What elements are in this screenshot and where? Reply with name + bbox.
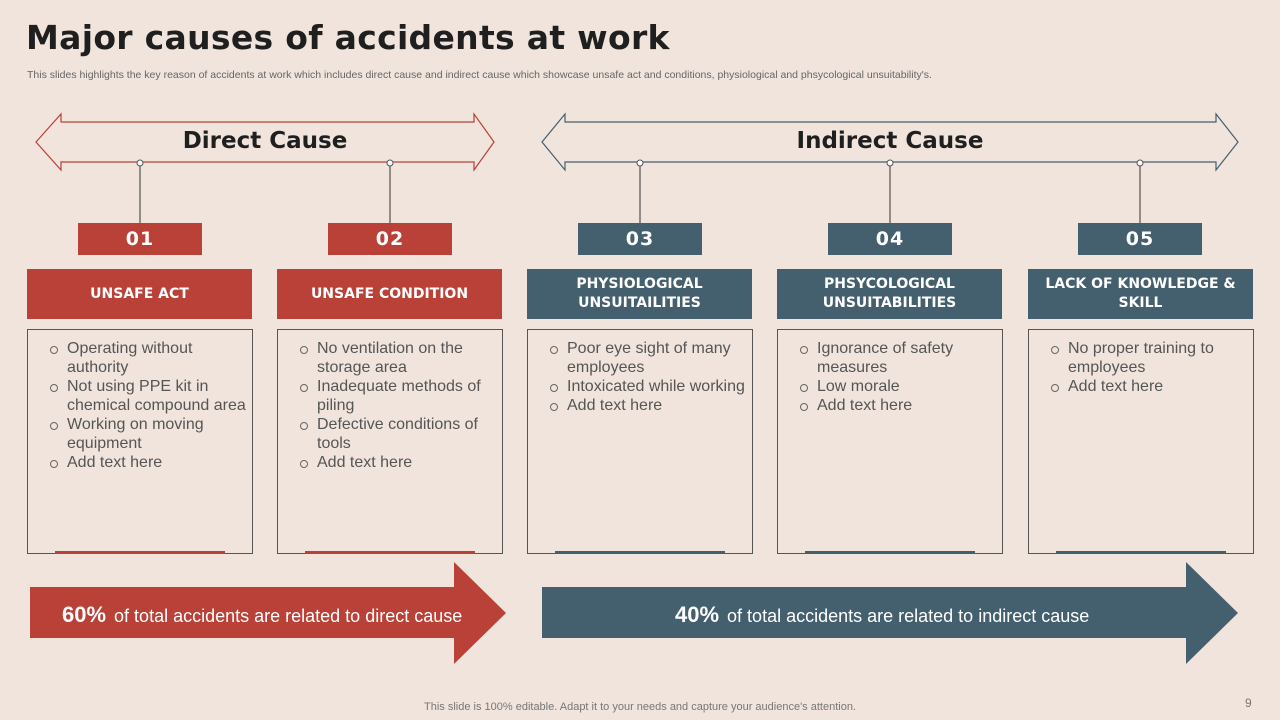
indirect-banner-text: of total accidents are related to indirect cause <box>727 606 1090 626</box>
page-subtitle: This slides highlights the key reason of accidents at work which includes direct cause and indirect cause which showcase unsafe act and conditions, physiological and phsycological unsuitability's. <box>27 69 932 81</box>
direct-banner <box>62 598 462 632</box>
card-underline <box>555 551 725 554</box>
card-underline <box>305 551 475 554</box>
list-item: Ignorance of safety measures <box>817 339 996 377</box>
list-item: Intoxicated while working <box>567 378 745 395</box>
connector-lines <box>140 163 1140 223</box>
direct-cause-label: Direct Cause <box>182 128 348 154</box>
cause-details-physiological <box>527 329 753 554</box>
indirect-banner <box>675 598 1089 632</box>
cause-number-03: 03 <box>578 223 702 255</box>
list-item: Defective conditions of tools <box>317 415 496 453</box>
list-item: Add text here <box>1068 377 1247 396</box>
cause-heading-lack-of-knowledge: LACK OF KNOWLEDGE & SKILL <box>1028 269 1253 319</box>
direct-percent: 60% <box>62 602 107 627</box>
cause-details-unsafe-condition <box>277 329 503 554</box>
footer-note: This slide is 100% editable. Adapt it to your needs and capture your audience's attention. <box>424 701 856 713</box>
cause-number-05: 05 <box>1078 223 1202 255</box>
page-title: Major causes of accidents at work <box>26 18 670 57</box>
indirect-percent: 40% <box>675 602 720 627</box>
cause-heading-unsafe-condition: UNSAFE CONDITION <box>277 269 502 319</box>
list-item: Not using PPE kit in chemical compound area <box>67 378 246 414</box>
list-item: Add text here <box>567 396 746 415</box>
cause-heading-phsycological: PHSYCOLOGICAL UNSUITABILITIES <box>777 269 1002 319</box>
card-underline <box>55 551 225 554</box>
cause-details-unsafe-act <box>27 329 253 554</box>
list-item: Low morale <box>817 377 996 396</box>
page-number: 9 <box>1245 696 1252 710</box>
connector-dots <box>137 160 1143 166</box>
list-item: No proper training to employees <box>1068 339 1247 377</box>
cause-number-02: 02 <box>328 223 452 255</box>
cause-heading-unsafe-act: UNSAFE ACT <box>27 269 252 319</box>
list-item: Add text here <box>817 396 996 415</box>
list-item: Working on moving equipment <box>67 415 246 453</box>
cause-details-phsycological <box>777 329 1003 554</box>
list-item: No ventilation on the storage area <box>317 339 496 377</box>
cause-number-01: 01 <box>78 223 202 255</box>
card-underline <box>1056 551 1226 554</box>
cause-number-04: 04 <box>828 223 952 255</box>
list-item: Operating without authority <box>67 339 246 377</box>
card-underline <box>805 551 975 554</box>
list-item: Poor eye sight of many employees <box>567 339 746 377</box>
list-item: Add text here <box>317 453 496 472</box>
list-item: Inadequate methods of piling <box>317 377 496 415</box>
list-item: Add text here <box>67 453 246 472</box>
indirect-cause-label: Indirect Cause <box>796 128 984 154</box>
cause-heading-physiological: PHYSIOLOGICAL UNSUITAILITIES <box>527 269 752 319</box>
direct-banner-text: of total accidents are related to direct cause <box>114 606 463 626</box>
cause-details-lack-of-knowledge <box>1028 329 1254 554</box>
